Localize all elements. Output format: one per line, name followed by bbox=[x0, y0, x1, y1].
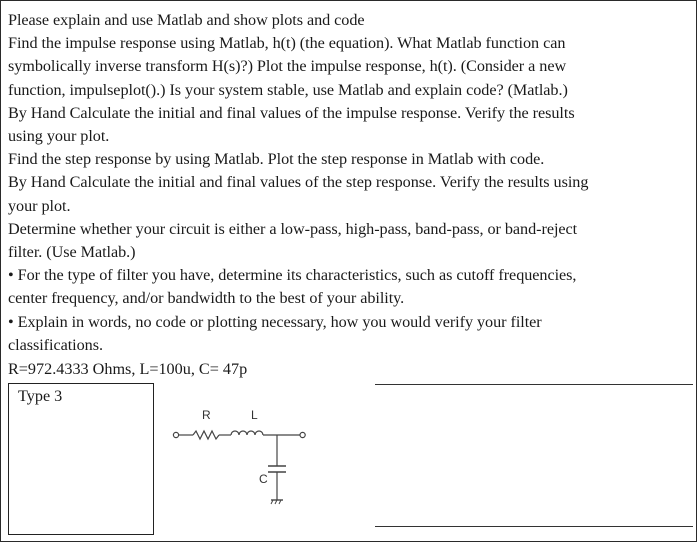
text-line: your plot. bbox=[8, 196, 71, 215]
text-line: Please explain and use Matlab and show plots and code bbox=[8, 11, 365, 29]
bullet-line: • Explain in words, no code or plotting necessary, how you would verify your filter bbox=[8, 312, 542, 331]
type-box bbox=[8, 383, 154, 535]
text-line: Find the impulse response using Matlab, h(t) (the equation). What Matlab function can bbox=[8, 34, 566, 53]
input-terminal bbox=[173, 432, 178, 437]
text-line: using your plot. bbox=[8, 127, 110, 146]
type-label: Type 3 bbox=[18, 387, 63, 405]
inductor-symbol bbox=[231, 431, 263, 435]
text-line: By Hand Calculate the initial and final values of the step response. Verify the results using bbox=[8, 173, 589, 192]
text-line: function, impulseplot().) Is your system stable, use Matlab and explain code? (Matlab.) bbox=[8, 80, 568, 99]
bullet-line: • For the type of filter you have, determine its characteristics, such as cutoff frequencies, bbox=[8, 266, 577, 285]
answer-rule-bottom bbox=[375, 526, 693, 527]
text-line: center frequency, and/or bandwidth to the best of your ability. bbox=[8, 289, 405, 308]
text-line: symbolically inverse transform H(s)?) Plot the impulse response, h(t). (Consider a new bbox=[8, 57, 567, 76]
problem-text bbox=[8, 9, 688, 357]
component-values: R=972.4333 Ohms, L=100u, C= 47p bbox=[8, 360, 248, 378]
resistor-label: R bbox=[202, 408, 211, 422]
text-line: classifications. bbox=[8, 335, 103, 354]
output-terminal bbox=[300, 432, 305, 437]
text-line: By Hand Calculate the initial and final values of the impulse response. Verify the results bbox=[8, 103, 575, 122]
capacitor-label: C bbox=[259, 472, 268, 486]
text-line: Determine whether your circuit is either a low-pass, high-pass, band-pass, or band-reject bbox=[8, 219, 578, 238]
inductor-label: L bbox=[251, 408, 258, 422]
answer-rule-top bbox=[375, 384, 693, 385]
circuit-diagram bbox=[165, 400, 335, 520]
text-line: filter. (Use Matlab.) bbox=[8, 243, 136, 262]
resistor-symbol bbox=[193, 431, 219, 439]
text-line: Find the step response by using Matlab. Plot the step response in Matlab with code. bbox=[8, 150, 545, 169]
